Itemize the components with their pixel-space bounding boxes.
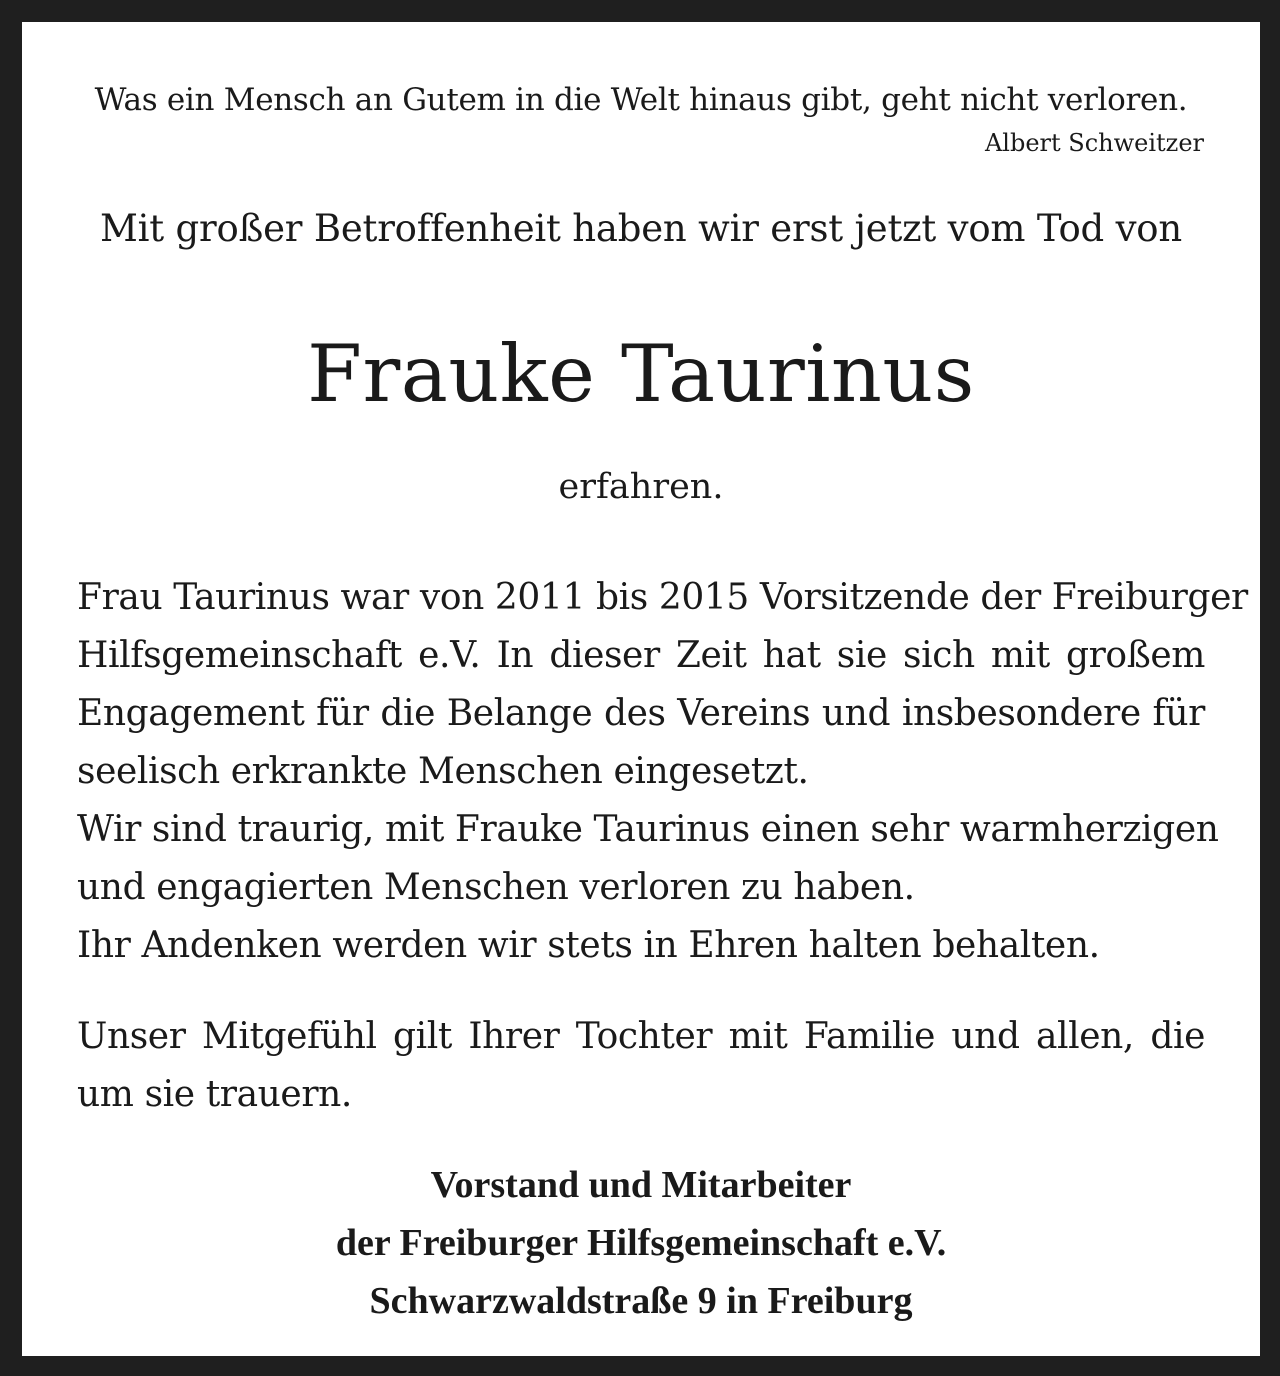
obituary-notice — [22, 22, 1260, 1356]
tribute-line: seelisch erkrankte Menschen eingesetzt. — [77, 751, 809, 792]
condolence-line: um sie trauern. — [77, 1074, 352, 1115]
tribute-line: Wir sind traurig, mit Frauke Taurinus einen sehr warmherzigen — [77, 809, 1219, 850]
learned-text: erfahren. — [558, 467, 724, 507]
quote-text: Was ein Mensch an Gutem in die Welt hinaus gibt, geht nicht verloren. — [94, 82, 1188, 118]
signature-line-board: Vorstand und Mitarbeiter — [430, 1164, 852, 1206]
tribute-line: Hilfsgemeinschaft e.V. In dieser Zeit hat sie sich mit großem — [77, 635, 1205, 676]
tribute-line: Engagement für die Belange des Vereins und insbesondere für — [77, 693, 1205, 734]
tribute-line: Frau Taurinus war von 2011 bis 2015 Vorsitzende der Freiburger — [77, 577, 1248, 618]
condolence-paragraph — [77, 1008, 1205, 1124]
deceased-name: Frauke Taurinus — [307, 328, 975, 420]
intro-text: Mit großer Betroffenheit haben wir erst jetzt vom Tod von — [99, 207, 1182, 250]
condolence-line: Unser Mitgefühl gilt Ihrer Tochter mit Familie und allen, die — [77, 1016, 1205, 1057]
signature-line-address: Schwarzwaldstraße 9 in Freiburg — [369, 1280, 913, 1322]
tribute-line: und engagierten Menschen verloren zu haben. — [77, 867, 915, 908]
tribute-line: Ihr Andenken werden wir stets in Ehren halten behalten. — [77, 925, 1100, 966]
signature-line-organization: der Freiburger Hilfsgemeinschaft e.V. — [335, 1222, 947, 1264]
quote-author: Albert Schweitzer — [984, 129, 1204, 157]
tribute-paragraph — [77, 569, 1248, 975]
signature — [22, 1156, 1260, 1330]
